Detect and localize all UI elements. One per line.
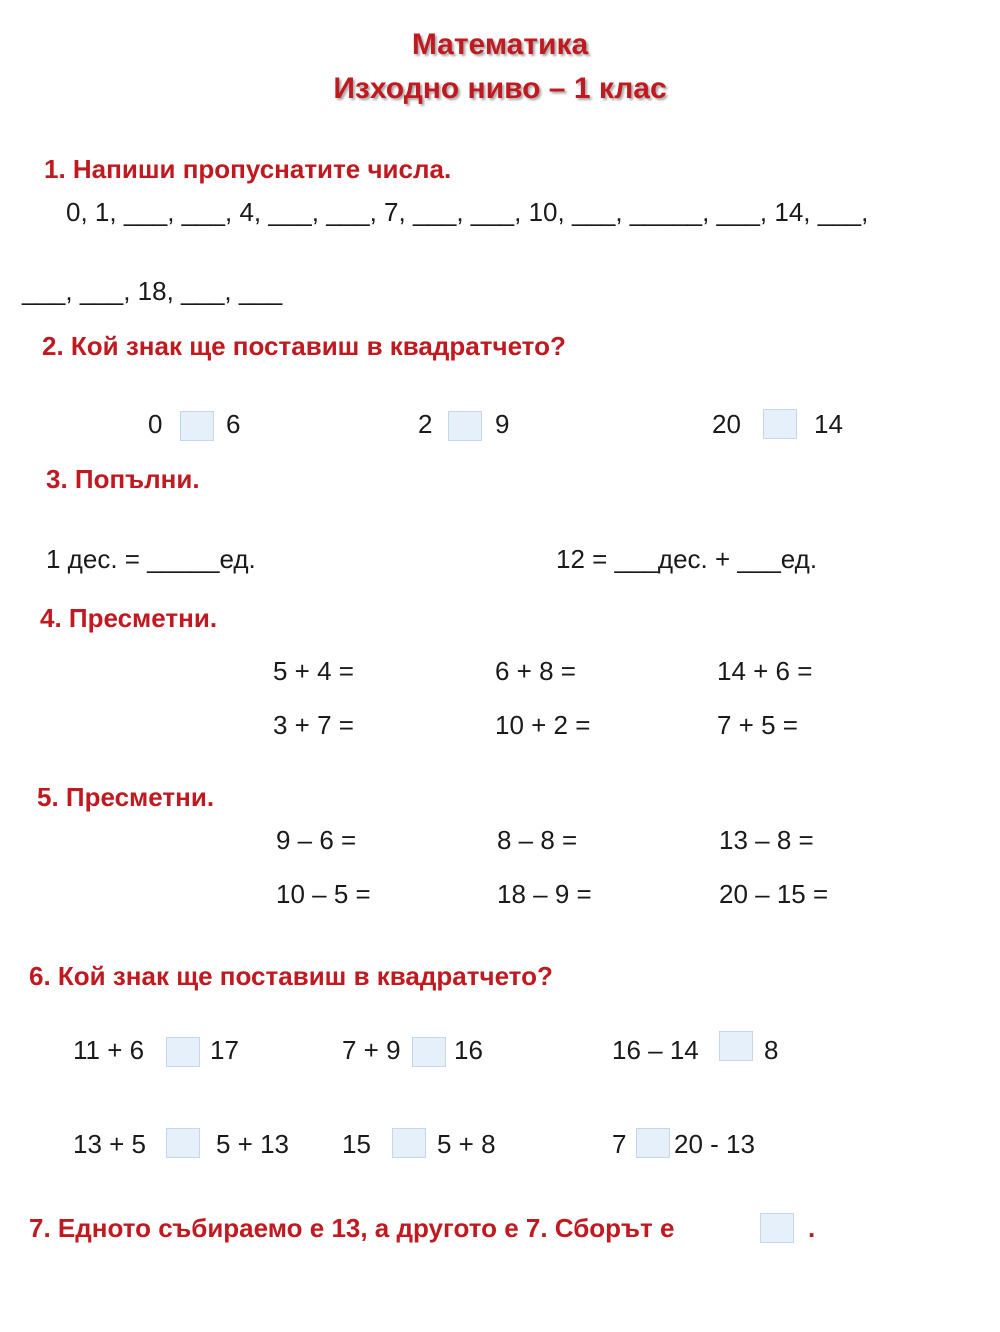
task2-item3-left: 20	[712, 409, 741, 439]
task2-item2-right: 9	[495, 409, 510, 439]
answer-box[interactable]	[180, 411, 214, 441]
task2-item3-right: 14	[814, 409, 843, 439]
task2-item1-left: 0	[148, 409, 163, 439]
task4-expr: 5 + 4 =	[273, 656, 354, 686]
task6-r2-item3-left: 7	[612, 1129, 627, 1159]
task6-r1-item1-left: 11 + 6	[73, 1035, 145, 1065]
task4-heading: 4. Пресметни.	[40, 603, 218, 633]
task5-heading: 5. Пресметни.	[37, 782, 215, 812]
task6-r1-item3-right: 8	[764, 1035, 779, 1065]
task2-item2-left: 2	[418, 409, 433, 439]
task7-period: .	[808, 1213, 816, 1243]
task6-r1-item2-right: 16	[454, 1035, 483, 1065]
task5-expr: 9 – 6 =	[276, 825, 357, 855]
answer-box[interactable]	[763, 409, 797, 439]
task3-right: 12 = ___дес. + ___ед.	[556, 544, 818, 574]
task2-item1-right: 6	[226, 409, 241, 439]
answer-box[interactable]	[166, 1037, 200, 1067]
task3-heading: 3. Попълни.	[46, 464, 200, 494]
task1-sequence-line1: 0, 1, ___, ___, 4, ___, ___, 7, ___, ___, 10, ___, _____, ___, 14, ___,	[66, 197, 869, 227]
answer-box[interactable]	[636, 1128, 670, 1158]
task2-heading: 2. Кой знак ще поставиш в квадратчето?	[42, 331, 566, 361]
task6-r1-item1-right: 17	[210, 1035, 239, 1065]
task5-expr: 18 – 9 =	[497, 879, 592, 909]
answer-box[interactable]	[166, 1128, 200, 1158]
task3-left: 1 дес. = _____ед.	[46, 544, 256, 574]
task5-expr: 8 – 8 =	[497, 825, 578, 855]
task6-r1-item2-left: 7 + 9	[342, 1035, 401, 1065]
page-subtitle: Изходно ниво – 1 клас	[333, 72, 667, 105]
task5-expr: 20 – 15 =	[719, 879, 829, 909]
task4-expr: 7 + 5 =	[717, 710, 798, 740]
task6-r1-item3-left: 16 – 14	[612, 1035, 699, 1065]
task4-expr: 14 + 6 =	[717, 656, 813, 686]
task6-r2-item3-right: 20 - 13	[674, 1129, 755, 1159]
task1-heading: 1. Напиши пропуснатите числа.	[44, 154, 452, 184]
task1-sequence-line2: ___, ___, 18, ___, ___	[22, 276, 283, 306]
task4-expr: 6 + 8 =	[495, 656, 576, 686]
answer-box[interactable]	[392, 1128, 426, 1158]
task7-text: 7. Едното събираемо е 13, а другото е 7. Сборът е	[29, 1213, 675, 1243]
task6-r2-item2-left: 15	[342, 1129, 371, 1159]
task6-r2-item1-right: 5 + 13	[216, 1129, 290, 1159]
task4-expr: 3 + 7 =	[273, 710, 354, 740]
page-title: Математика	[411, 28, 589, 61]
task6-heading: 6. Кой знак ще поставиш в квадратчето?	[29, 961, 553, 991]
answer-box[interactable]	[448, 411, 482, 441]
task4-expr: 10 + 2 =	[495, 710, 591, 740]
answer-box[interactable]	[719, 1031, 753, 1061]
task6-r2-item1-left: 13 + 5	[73, 1129, 147, 1159]
answer-box[interactable]	[412, 1037, 446, 1067]
answer-box[interactable]	[760, 1213, 794, 1243]
task6-r2-item2-right: 5 + 8	[437, 1129, 496, 1159]
task5-expr: 13 – 8 =	[719, 825, 814, 855]
task5-expr: 10 – 5 =	[276, 879, 371, 909]
